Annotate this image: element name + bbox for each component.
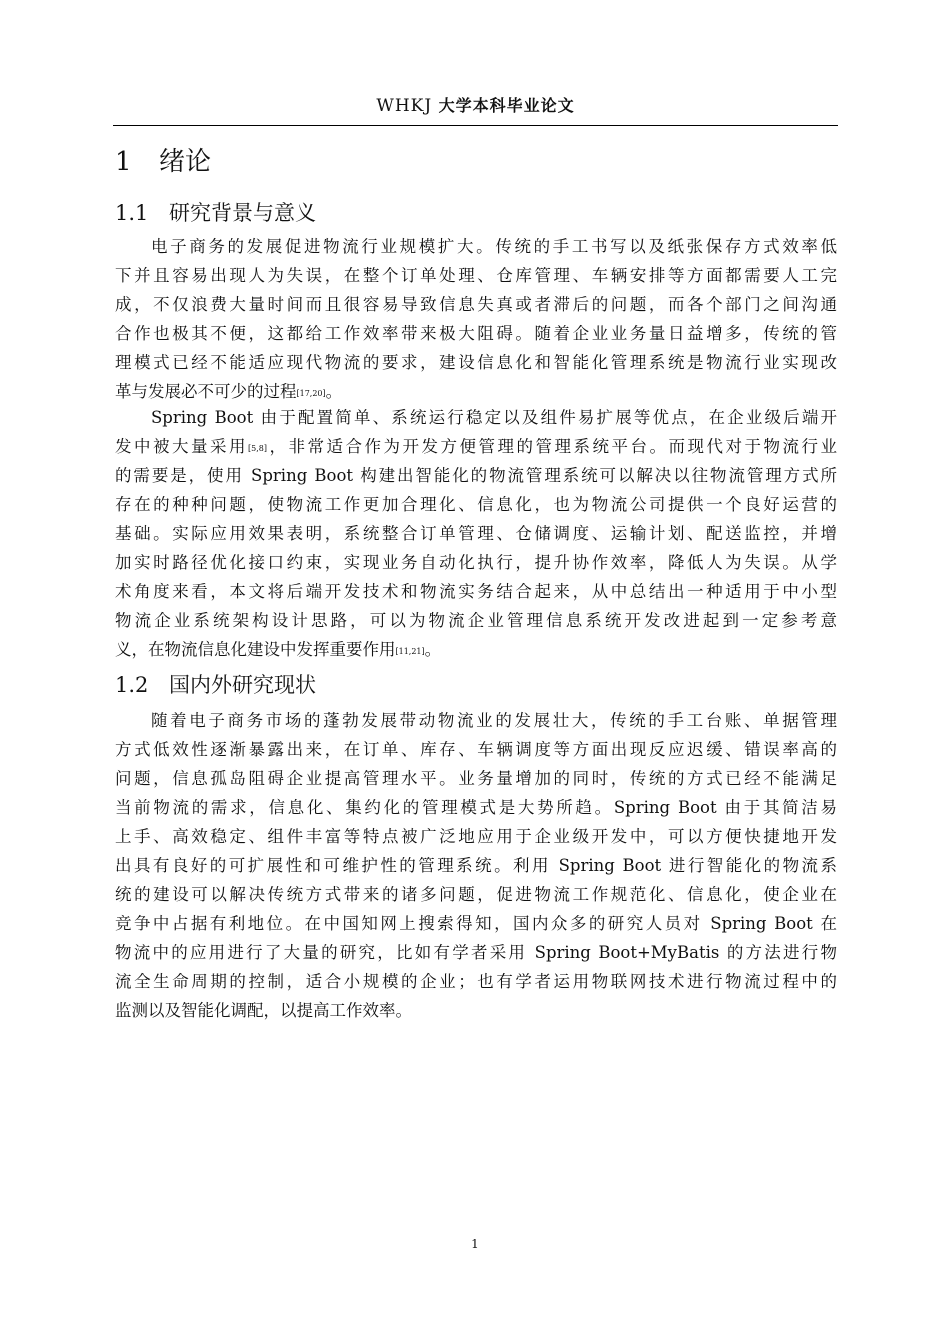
text-line: 流全生命周期的控制，适合小规模的企业；也有学者运用物联网技术进行物流过程中的 bbox=[115, 972, 837, 991]
text-line: 基础。实际应用效果表明，系统整合订单管理、仓储调度、运输计划、配送监控，并增 bbox=[115, 524, 837, 543]
page-number: 1 bbox=[471, 1237, 479, 1251]
text-line: 物流企业系统架构设计思路，可以为物流企业管理信息系统开发改进起到一定参考意 bbox=[115, 611, 837, 630]
text-line: 电子商务的发展促进物流行业规模扩大。传统的手工书写以及纸张保存方式效率低 bbox=[151, 237, 837, 256]
text-line: 成，不仅浪费大量时间而且很容易导致信息失真或者滞后的问题，而各个部门之间沟通 bbox=[115, 295, 837, 314]
text-line-last: 监测以及智能化调配，以提高工作效率。 bbox=[115, 1001, 412, 1020]
section-heading bbox=[115, 671, 316, 699]
text-line: 随着电子商务市场的蓬勃发展带动物流业的发展壮大，传统的手工台账、单据管理 bbox=[151, 711, 837, 730]
citation: [17,20] bbox=[296, 389, 326, 398]
body-paragraph bbox=[115, 403, 837, 664]
text-fragment: 。 bbox=[325, 382, 343, 401]
running-header bbox=[113, 94, 838, 118]
text-line: 统的建设可以解决传统方式带来的诸多问题，促进物流工作规范化、信息化，使企业在 bbox=[115, 885, 837, 904]
text-fragment: 。 bbox=[424, 640, 442, 659]
chapter-number: 1 bbox=[115, 147, 132, 177]
text-line: 问题，信息孤岛阻碍企业提高管理水平。业务量增加的同时，传统的方式已经不能满足 bbox=[115, 769, 837, 788]
header-code: WHKJ bbox=[376, 96, 433, 116]
text-line: 上手、高效稳定、组件丰富等特点被广泛地应用于企业级开发中，可以方便快捷地开发 bbox=[115, 827, 837, 846]
text-line: 的需要是，使用 Spring Boot 构建出智能化的物流管理系统可以解决以往物流管理方式所 bbox=[115, 466, 837, 485]
text-fragment: 义，在物流信息化建设中发挥重要作用 bbox=[115, 640, 396, 659]
chapter-heading bbox=[115, 145, 211, 179]
citation: [11,21] bbox=[395, 647, 425, 656]
text-line: 合作也极其不便，这都给工作效率带来极大阻碍。随着企业业务量日益增多，传统的管 bbox=[115, 324, 837, 343]
section-title: 研究背景与意义 bbox=[169, 201, 316, 225]
text-line: 竞争中占据有利地位。在中国知网上搜索得知，国内众多的研究人员对 Spring Boot 在 bbox=[115, 914, 837, 933]
chapter-title: 绪论 bbox=[159, 147, 212, 177]
section-heading bbox=[115, 199, 316, 227]
text-line-last bbox=[115, 377, 837, 406]
text-line-with-citation bbox=[115, 432, 837, 461]
text-line: 物流中的应用进行了大量的研究，比如有学者采用 Spring Boot+MyBatis 的方法进行物 bbox=[115, 943, 837, 962]
text-line: 下并且容易出现人为失误，在整个订单处理、仓库管理、车辆安排等方面都需要人工完 bbox=[115, 266, 837, 285]
text-line: 术角度来看，本文将后端开发技术和物流实务结合起来，从中总结出一种适用于中小型 bbox=[115, 582, 837, 601]
text-line: 当前物流的需求，信息化、集约化的管理模式是大势所趋。Spring Boot 由于其简洁易 bbox=[115, 798, 837, 817]
body-paragraph bbox=[115, 706, 837, 1025]
section-number: 1.1 bbox=[115, 201, 149, 225]
text-line: 方式低效性逐渐暴露出来，在订单、库存、车辆调度等方面出现反应迟缓、错误率高的 bbox=[115, 740, 837, 759]
header-divider bbox=[113, 125, 838, 126]
text-line: 理模式已经不能适应现代物流的要求，建设信息化和智能化管理系统是物流行业实现改 bbox=[115, 353, 837, 372]
section-title: 国内外研究现状 bbox=[169, 673, 316, 697]
text-fragment: ，非常适合作为开发方便管理的管理系统平台。而现代对于物流行业 bbox=[266, 437, 838, 456]
text-line-last bbox=[115, 635, 837, 664]
body-paragraph bbox=[115, 232, 837, 406]
text-fragment: 革与发展必不可少的过程 bbox=[115, 382, 297, 401]
text-line: 存在的种种问题，使物流工作更加合理化、信息化，也为物流公司提供一个良好运营的 bbox=[115, 495, 837, 514]
section-number: 1.2 bbox=[115, 673, 149, 697]
text-line: Spring Boot 由于配置简单、系统运行稳定以及组件易扩展等优点，在企业级后端开 bbox=[151, 408, 837, 427]
text-fragment: 发中被大量采用 bbox=[115, 437, 249, 456]
citation: [5,8] bbox=[248, 444, 267, 453]
text-line: 出具有良好的可扩展性和可维护性的管理系统。利用 Spring Boot 进行智能化的物流系 bbox=[115, 856, 837, 875]
header-title: 大学本科毕业论文 bbox=[438, 96, 575, 115]
text-line: 加实时路径优化接口约束，实现业务自动化执行，提升协作效率，降低人为失误。从学 bbox=[115, 553, 837, 572]
